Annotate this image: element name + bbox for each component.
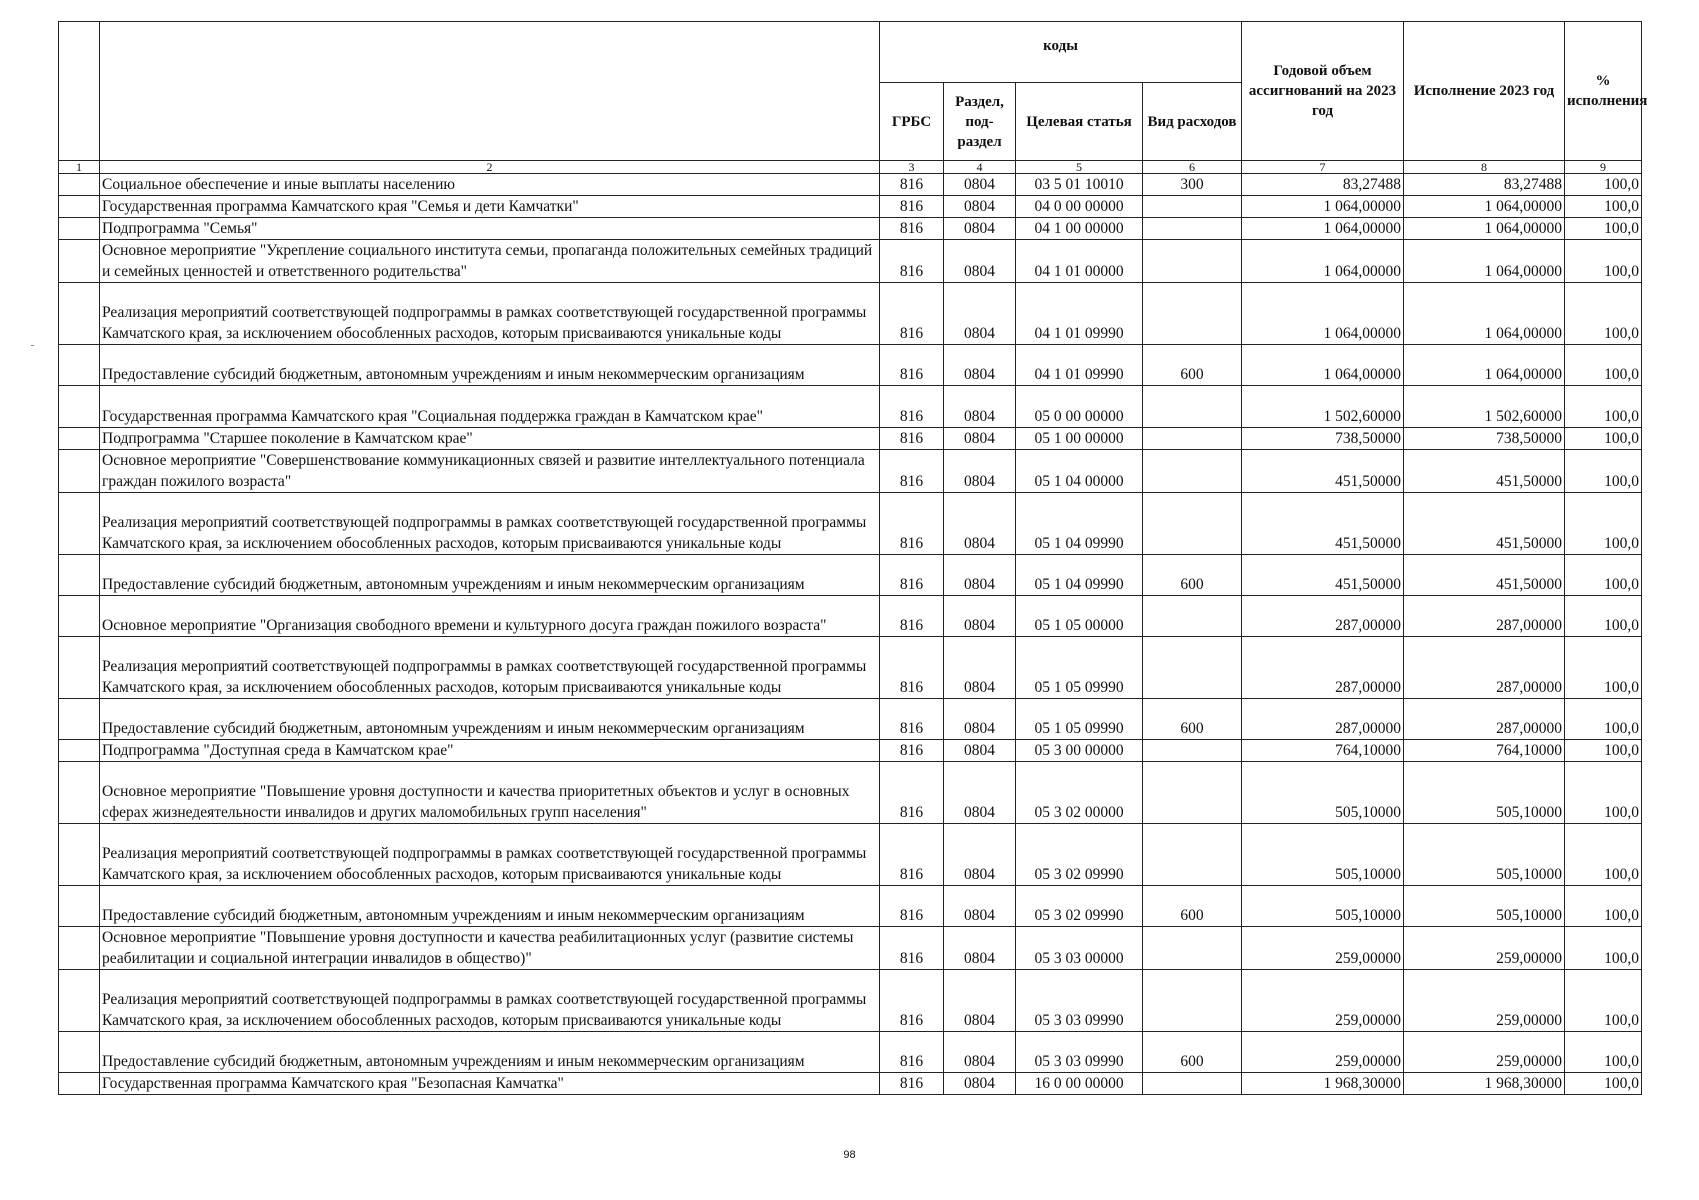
- page-number: 98: [843, 1149, 856, 1161]
- target-article: 05 3 03 09990: [1016, 970, 1143, 1032]
- expense-type: [1143, 428, 1242, 450]
- section-code: 0804: [944, 740, 1016, 762]
- table-row: [59, 1032, 1642, 1073]
- grbs-code: 816: [880, 1032, 944, 1073]
- grbs-code: 816: [880, 218, 944, 240]
- annual-amount: 764,10000: [1242, 740, 1404, 762]
- expense-type: 600: [1143, 886, 1242, 927]
- row-number-cell: [59, 196, 100, 218]
- row-number-cell: [59, 428, 100, 450]
- execution-amount: 1 502,60000: [1404, 386, 1565, 428]
- row-number-cell: [59, 345, 100, 386]
- table-row: [59, 428, 1642, 450]
- row-number-cell: [59, 174, 100, 196]
- section-code: 0804: [944, 450, 1016, 493]
- expense-type: [1143, 596, 1242, 637]
- col-num: 6: [1143, 161, 1242, 174]
- execution-percent: 100,0: [1565, 762, 1642, 824]
- col-num: 7: [1242, 161, 1404, 174]
- target-article: 05 1 05 09990: [1016, 699, 1143, 740]
- row-number-cell: [59, 386, 100, 428]
- item-name: Реализация мероприятий соответствующей подпрограммы в рамках соответствующей государственной программы Камчатского края, за исключением обособленных расходов, которым присваиваются уникальные коды: [100, 637, 880, 699]
- expense-type: [1143, 824, 1242, 886]
- execution-percent: 100,0: [1565, 240, 1642, 283]
- header-blank-name: [100, 22, 880, 161]
- row-number-cell: [59, 493, 100, 555]
- table-row: [59, 762, 1642, 824]
- table-row: [59, 386, 1642, 428]
- item-name: Предоставление субсидий бюджетным, автономным учреждениям и иным некоммерческим организациям: [100, 1032, 880, 1073]
- execution-percent: 100,0: [1565, 428, 1642, 450]
- execution-amount: 1 064,00000: [1404, 240, 1565, 283]
- execution-percent: 100,0: [1565, 637, 1642, 699]
- grbs-code: 816: [880, 596, 944, 637]
- annual-amount: 287,00000: [1242, 699, 1404, 740]
- target-article: 05 1 00 00000: [1016, 428, 1143, 450]
- item-name: Социальное обеспечение и иные выплаты населению: [100, 174, 880, 196]
- expense-type: [1143, 196, 1242, 218]
- execution-percent: 100,0: [1565, 699, 1642, 740]
- target-article: 05 3 02 00000: [1016, 762, 1143, 824]
- section-code: 0804: [944, 428, 1016, 450]
- execution-percent: 100,0: [1565, 824, 1642, 886]
- expense-type: [1143, 240, 1242, 283]
- annual-amount: 1 064,00000: [1242, 240, 1404, 283]
- target-article: 05 1 05 09990: [1016, 637, 1143, 699]
- execution-amount: 505,10000: [1404, 886, 1565, 927]
- header-section: Раздел, под-раздел: [944, 83, 1016, 161]
- scan-mark: [31, 345, 34, 346]
- target-article: 05 3 03 00000: [1016, 927, 1143, 970]
- execution-amount: 287,00000: [1404, 596, 1565, 637]
- grbs-code: 816: [880, 493, 944, 555]
- item-name: Государственная программа Камчатского края "Социальная поддержка граждан в Камчатском крае": [100, 386, 880, 428]
- execution-percent: 100,0: [1565, 1032, 1642, 1073]
- grbs-code: 816: [880, 428, 944, 450]
- execution-percent: 100,0: [1565, 450, 1642, 493]
- execution-percent: 100,0: [1565, 386, 1642, 428]
- expense-type: [1143, 637, 1242, 699]
- grbs-code: 816: [880, 240, 944, 283]
- expense-type: 600: [1143, 1032, 1242, 1073]
- target-article: 05 3 02 09990: [1016, 886, 1143, 927]
- expense-type: [1143, 386, 1242, 428]
- col-num: 3: [880, 161, 944, 174]
- section-code: 0804: [944, 345, 1016, 386]
- execution-amount: 1 064,00000: [1404, 196, 1565, 218]
- execution-percent: 100,0: [1565, 218, 1642, 240]
- execution-amount: 738,50000: [1404, 428, 1565, 450]
- col-num: 9: [1565, 161, 1642, 174]
- execution-amount: 83,27488: [1404, 174, 1565, 196]
- budget-execution-table: [58, 21, 1648, 1095]
- row-number-cell: [59, 927, 100, 970]
- expense-type: 600: [1143, 345, 1242, 386]
- execution-amount: 1 064,00000: [1404, 345, 1565, 386]
- target-article: 04 1 01 09990: [1016, 283, 1143, 345]
- expense-type: [1143, 740, 1242, 762]
- table-row: [59, 699, 1642, 740]
- item-name: Государственная программа Камчатского края "Семья и дети Камчатки": [100, 196, 880, 218]
- grbs-code: 816: [880, 386, 944, 428]
- annual-amount: 505,10000: [1242, 762, 1404, 824]
- section-code: 0804: [944, 174, 1016, 196]
- execution-percent: 100,0: [1565, 493, 1642, 555]
- grbs-code: 816: [880, 196, 944, 218]
- grbs-code: 816: [880, 637, 944, 699]
- table-row: [59, 196, 1642, 218]
- grbs-code: 816: [880, 174, 944, 196]
- grbs-code: 816: [880, 345, 944, 386]
- execution-amount: 1 064,00000: [1404, 218, 1565, 240]
- row-number-cell: [59, 699, 100, 740]
- expense-type: [1143, 762, 1242, 824]
- column-number-row: [59, 161, 1642, 174]
- section-code: 0804: [944, 218, 1016, 240]
- execution-amount: 259,00000: [1404, 927, 1565, 970]
- annual-amount: 1 968,30000: [1242, 1073, 1404, 1095]
- col-num: 8: [1404, 161, 1565, 174]
- target-article: 05 3 00 00000: [1016, 740, 1143, 762]
- row-number-cell: [59, 283, 100, 345]
- grbs-code: 816: [880, 740, 944, 762]
- target-article: 04 0 00 00000: [1016, 196, 1143, 218]
- execution-amount: 451,50000: [1404, 450, 1565, 493]
- execution-amount: 451,50000: [1404, 493, 1565, 555]
- row-number-cell: [59, 762, 100, 824]
- expense-type: [1143, 283, 1242, 345]
- grbs-code: 816: [880, 1073, 944, 1095]
- section-code: 0804: [944, 824, 1016, 886]
- budget-table-page: [58, 21, 1648, 1095]
- annual-amount: 1 502,60000: [1242, 386, 1404, 428]
- target-article: 04 1 00 00000: [1016, 218, 1143, 240]
- row-number-cell: [59, 450, 100, 493]
- item-name: Реализация мероприятий соответствующей подпрограммы в рамках соответствующей государственной программы Камчатского края, за исключением обособленных расходов, которым присваиваются уникальные коды: [100, 493, 880, 555]
- row-number-cell: [59, 218, 100, 240]
- grbs-code: 816: [880, 699, 944, 740]
- item-name: Реализация мероприятий соответствующей подпрограммы в рамках соответствующей государственной программы Камчатского края, за исключением обособленных расходов, которым присваиваются уникальные коды: [100, 824, 880, 886]
- item-name: Подпрограмма "Семья": [100, 218, 880, 240]
- grbs-code: 816: [880, 886, 944, 927]
- target-article: 05 3 02 09990: [1016, 824, 1143, 886]
- section-code: 0804: [944, 386, 1016, 428]
- section-code: 0804: [944, 596, 1016, 637]
- item-name: Основное мероприятие "Повышение уровня доступности и качества приоритетных объектов и услуг в основных сферах жизнедеятельности инвалидов и других маломобильных групп населения": [100, 762, 880, 824]
- table-row: [59, 555, 1642, 596]
- item-name: Основное мероприятие "Совершенствование коммуникационных связей и развитие интеллектуального потенциала граждан пожилого возраста": [100, 450, 880, 493]
- execution-percent: 100,0: [1565, 740, 1642, 762]
- item-name: Предоставление субсидий бюджетным, автономным учреждениям и иным некоммерческим организациям: [100, 886, 880, 927]
- target-article: 05 3 03 09990: [1016, 1032, 1143, 1073]
- annual-amount: 1 064,00000: [1242, 218, 1404, 240]
- item-name: Подпрограмма "Старшее поколение в Камчатском крае": [100, 428, 880, 450]
- item-name: Подпрограмма "Доступная среда в Камчатском крае": [100, 740, 880, 762]
- table-row: [59, 450, 1642, 493]
- row-number-cell: [59, 1032, 100, 1073]
- item-name: Предоставление субсидий бюджетным, автономным учреждениям и иным некоммерческим организациям: [100, 699, 880, 740]
- header-target: Целевая статья: [1016, 83, 1143, 161]
- execution-percent: 100,0: [1565, 886, 1642, 927]
- execution-amount: 505,10000: [1404, 762, 1565, 824]
- annual-amount: 259,00000: [1242, 970, 1404, 1032]
- header-blank-num: [59, 22, 100, 161]
- header-annual: Годовой объем ассигнований на 2023 год: [1242, 22, 1404, 161]
- target-article: 05 1 04 00000: [1016, 450, 1143, 493]
- annual-amount: 259,00000: [1242, 927, 1404, 970]
- target-article: 05 1 05 00000: [1016, 596, 1143, 637]
- execution-percent: 100,0: [1565, 596, 1642, 637]
- table-row: [59, 886, 1642, 927]
- execution-amount: 1 968,30000: [1404, 1073, 1565, 1095]
- row-number-cell: [59, 824, 100, 886]
- execution-percent: 100,0: [1565, 555, 1642, 596]
- item-name: Предоставление субсидий бюджетным, автономным учреждениям и иным некоммерческим организациям: [100, 345, 880, 386]
- expense-type: [1143, 970, 1242, 1032]
- item-name: Государственная программа Камчатского края "Безопасная Камчатка": [100, 1073, 880, 1095]
- expense-type: 600: [1143, 699, 1242, 740]
- table-row: [59, 927, 1642, 970]
- annual-amount: 287,00000: [1242, 596, 1404, 637]
- section-code: 0804: [944, 283, 1016, 345]
- annual-amount: 83,27488: [1242, 174, 1404, 196]
- target-article: 05 1 04 09990: [1016, 493, 1143, 555]
- target-article: 03 5 01 10010: [1016, 174, 1143, 196]
- row-number-cell: [59, 637, 100, 699]
- annual-amount: 1 064,00000: [1242, 196, 1404, 218]
- annual-amount: 451,50000: [1242, 450, 1404, 493]
- grbs-code: 816: [880, 762, 944, 824]
- row-number-cell: [59, 596, 100, 637]
- item-name: Предоставление субсидий бюджетным, автономным учреждениям и иным некоммерческим организациям: [100, 555, 880, 596]
- row-number-cell: [59, 240, 100, 283]
- expense-type: 300: [1143, 174, 1242, 196]
- execution-percent: 100,0: [1565, 927, 1642, 970]
- execution-amount: 451,50000: [1404, 555, 1565, 596]
- grbs-code: 816: [880, 283, 944, 345]
- table-row: [59, 740, 1642, 762]
- execution-amount: 259,00000: [1404, 1032, 1565, 1073]
- target-article: 16 0 00 00000: [1016, 1073, 1143, 1095]
- grbs-code: 816: [880, 824, 944, 886]
- col-num: 2: [100, 161, 880, 174]
- row-number-cell: [59, 555, 100, 596]
- section-code: 0804: [944, 1032, 1016, 1073]
- row-number-cell: [59, 886, 100, 927]
- table-row: [59, 596, 1642, 637]
- row-number-cell: [59, 970, 100, 1032]
- expense-type: [1143, 450, 1242, 493]
- header-codes: коды: [880, 22, 1242, 83]
- section-code: 0804: [944, 699, 1016, 740]
- execution-amount: 764,10000: [1404, 740, 1565, 762]
- header-percent: % исполнения: [1565, 22, 1642, 161]
- annual-amount: 738,50000: [1242, 428, 1404, 450]
- header-execution: Исполнение 2023 год: [1404, 22, 1565, 161]
- section-code: 0804: [944, 970, 1016, 1032]
- annual-amount: 287,00000: [1242, 637, 1404, 699]
- annual-amount: 1 064,00000: [1242, 345, 1404, 386]
- target-article: 04 1 01 09990: [1016, 345, 1143, 386]
- grbs-code: 816: [880, 450, 944, 493]
- table-row: [59, 283, 1642, 345]
- row-number-cell: [59, 1073, 100, 1095]
- section-code: 0804: [944, 886, 1016, 927]
- table-row: [59, 493, 1642, 555]
- execution-percent: 100,0: [1565, 970, 1642, 1032]
- section-code: 0804: [944, 555, 1016, 596]
- header-grbs: ГРБС: [880, 83, 944, 161]
- section-code: 0804: [944, 637, 1016, 699]
- table-row: [59, 1073, 1642, 1095]
- item-name: Реализация мероприятий соответствующей подпрограммы в рамках соответствующей государственной программы Камчатского края, за исключением обособленных расходов, которым присваиваются уникальные коды: [100, 970, 880, 1032]
- col-num: 4: [944, 161, 1016, 174]
- execution-percent: 100,0: [1565, 283, 1642, 345]
- execution-amount: 287,00000: [1404, 699, 1565, 740]
- header-expense-type: Вид расходов: [1143, 83, 1242, 161]
- grbs-code: 816: [880, 927, 944, 970]
- item-name: Основное мероприятие "Повышение уровня доступности и качества реабилитационных услуг (развитие системы реабилитации и социальной интеграции инвалидов в общество)": [100, 927, 880, 970]
- section-code: 0804: [944, 240, 1016, 283]
- table-row: [59, 970, 1642, 1032]
- table-body: [59, 174, 1642, 1095]
- item-name: Основное мероприятие "Укрепление социального института семьи, пропаганда положительных семейных традиций и семейных ценностей и ответственного родительства": [100, 240, 880, 283]
- section-code: 0804: [944, 927, 1016, 970]
- table-row: [59, 824, 1642, 886]
- table-row: [59, 218, 1642, 240]
- col-num: 5: [1016, 161, 1143, 174]
- grbs-code: 816: [880, 555, 944, 596]
- grbs-code: 816: [880, 970, 944, 1032]
- annual-amount: 505,10000: [1242, 886, 1404, 927]
- row-number-cell: [59, 740, 100, 762]
- target-article: 04 1 01 00000: [1016, 240, 1143, 283]
- execution-percent: 100,0: [1565, 1073, 1642, 1095]
- execution-amount: 259,00000: [1404, 970, 1565, 1032]
- expense-type: [1143, 1073, 1242, 1095]
- execution-amount: 1 064,00000: [1404, 283, 1565, 345]
- target-article: 05 0 00 00000: [1016, 386, 1143, 428]
- execution-percent: 100,0: [1565, 174, 1642, 196]
- table-row: [59, 637, 1642, 699]
- expense-type: [1143, 927, 1242, 970]
- section-code: 0804: [944, 762, 1016, 824]
- item-name: Основное мероприятие "Организация свободного времени и культурного досуга граждан пожилого возраста": [100, 596, 880, 637]
- execution-amount: 287,00000: [1404, 637, 1565, 699]
- annual-amount: 451,50000: [1242, 555, 1404, 596]
- table-row: [59, 174, 1642, 196]
- section-code: 0804: [944, 493, 1016, 555]
- annual-amount: 1 064,00000: [1242, 283, 1404, 345]
- col-num: 1: [59, 161, 100, 174]
- execution-percent: 100,0: [1565, 345, 1642, 386]
- annual-amount: 505,10000: [1242, 824, 1404, 886]
- execution-percent: 100,0: [1565, 196, 1642, 218]
- section-code: 0804: [944, 1073, 1016, 1095]
- annual-amount: 259,00000: [1242, 1032, 1404, 1073]
- table-row: [59, 240, 1642, 283]
- annual-amount: 451,50000: [1242, 493, 1404, 555]
- expense-type: [1143, 493, 1242, 555]
- table-row: [59, 345, 1642, 386]
- execution-amount: 505,10000: [1404, 824, 1565, 886]
- section-code: 0804: [944, 196, 1016, 218]
- target-article: 05 1 04 09990: [1016, 555, 1143, 596]
- expense-type: [1143, 218, 1242, 240]
- item-name: Реализация мероприятий соответствующей подпрограммы в рамках соответствующей государственной программы Камчатского края, за исключением обособленных расходов, которым присваиваются уникальные коды: [100, 283, 880, 345]
- expense-type: 600: [1143, 555, 1242, 596]
